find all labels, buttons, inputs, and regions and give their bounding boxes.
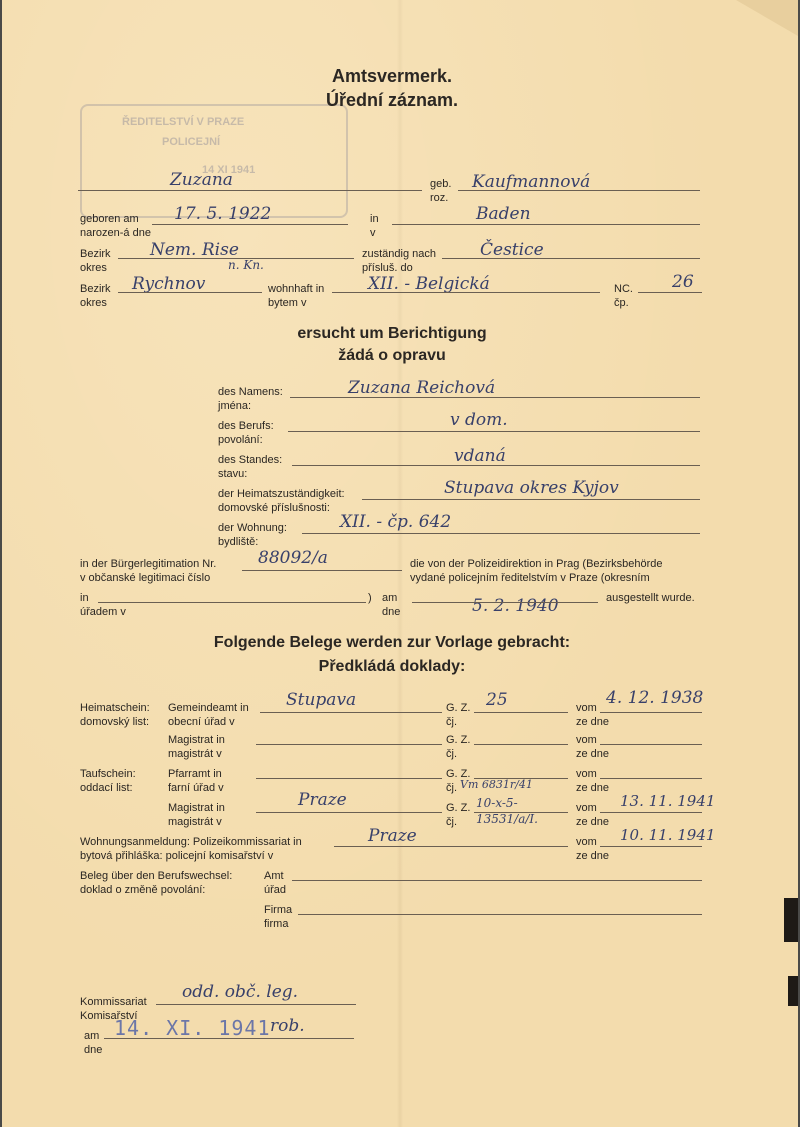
bezirk-label: Bezirk <box>80 283 111 295</box>
line <box>442 258 700 259</box>
vom-label: vom <box>576 702 597 714</box>
line <box>600 712 702 713</box>
edge-artifact <box>788 976 798 1006</box>
gz4a-value: Vm 6831r/41 <box>460 778 533 791</box>
birth-place: Baden <box>476 204 531 224</box>
in-label: in <box>80 592 89 604</box>
line <box>256 812 442 813</box>
magistrat2-value: Praze <box>298 790 347 810</box>
line <box>152 224 348 225</box>
bytem-label: bytem v <box>268 297 307 309</box>
oddaci-list-label: oddací list: <box>80 782 133 794</box>
domovsky-list-label: domovský list: <box>80 716 150 728</box>
line <box>458 190 700 191</box>
gemeindeamt-label: Gemeindeamt in <box>168 702 249 714</box>
born-label-de: geboren am <box>80 213 139 225</box>
line <box>474 812 568 813</box>
obecni-urad-label: obecní úřad v <box>168 716 235 728</box>
vom-label: vom <box>576 836 597 848</box>
legit-label-cz: v občanské legitimaci číslo <box>80 572 211 584</box>
police-label-cz: vydané policejním ředitelstvím v Praze (okresním <box>410 572 650 584</box>
bezirk-label: Bezirk <box>80 248 111 260</box>
cj-label: čj. <box>446 816 457 828</box>
line <box>256 778 442 779</box>
magistrat-cz-label: magistrát v <box>168 816 222 828</box>
stand-value: vdaná <box>454 446 506 466</box>
line <box>302 533 700 534</box>
v-label: v <box>370 227 376 239</box>
wohnhaft-label: wohnhaft in <box>268 283 325 295</box>
prislus-label: přísluš. do <box>362 262 413 274</box>
legit-label-de: in der Bürgerlegitimation Nr. <box>80 558 217 570</box>
vom-label: vom <box>576 734 597 746</box>
vom4-value: 13. 11. 1941 <box>620 792 716 810</box>
ze-dne-label: ze dne <box>576 782 610 794</box>
residence-district: Rychnov <box>132 274 206 294</box>
wohnung-value: XII. - čp. 642 <box>340 512 452 532</box>
heimat-value: Stupava okres Kyjov <box>444 478 619 498</box>
uradem-label: úřadem v <box>80 606 126 618</box>
home-municipality: Čestice <box>480 240 544 260</box>
line <box>362 499 700 500</box>
ausgestellt-label: ausgestellt wurde. <box>606 592 695 604</box>
bytova-prihlaska-label: bytová přihláška: policejní komisařství v <box>80 850 274 862</box>
vom-label: vom <box>576 768 597 780</box>
firma-label: Firma <box>264 904 293 916</box>
ze-dne-label: ze dne <box>576 850 610 862</box>
initials: rob. <box>270 1016 305 1036</box>
given-name: Zuzana <box>170 170 233 190</box>
zustandig-label: zuständig nach <box>362 248 436 260</box>
kommissariat-value: odd. obč. leg. <box>182 982 299 1002</box>
line <box>256 744 442 745</box>
dne-label: dne <box>84 1044 103 1056</box>
geb-label: geb. <box>430 178 452 190</box>
gz-label: G. Z. <box>446 802 471 814</box>
documents-heading-cz: Předkládá doklady: <box>318 658 466 675</box>
line <box>242 570 402 571</box>
kommissariat-label: Kommissariat <box>80 996 147 1008</box>
line <box>78 190 422 191</box>
heimat-label: der Heimatszuständigkeit: <box>218 488 345 500</box>
cj-label: čj. <box>446 716 457 728</box>
title-de: Amtsvermerk. <box>331 66 453 86</box>
date-stamp: 14. XI. 1941 <box>114 1016 271 1040</box>
gz4b-value: 10-x-5- <box>476 796 518 810</box>
nc-label: NC. <box>614 283 633 295</box>
dne-label: dne <box>382 606 401 618</box>
wohnungsanmeldung-label: Wohnungsanmeldung: Polizeikommissariat in <box>80 836 302 848</box>
line <box>156 1004 356 1005</box>
name-value: Zuzana Reichová <box>348 378 496 398</box>
issued-date: 5. 2. 1940 <box>472 596 559 616</box>
vom5-value: 10. 11. 1941 <box>620 826 716 844</box>
amt-label: Amt <box>264 870 284 882</box>
line <box>298 914 702 915</box>
firma-cz-label: firma <box>264 918 289 930</box>
povolani-label: povolání: <box>218 434 263 446</box>
berufs-label: des Berufs: <box>218 420 274 432</box>
stamp-line: ŘEDITELSTVÍ V PRAZE <box>122 116 245 128</box>
vom-label: vom <box>576 802 597 814</box>
line <box>600 846 702 847</box>
ze-dne-label: ze dne <box>576 816 610 828</box>
wohnung-doc-value: Praze <box>368 826 417 846</box>
stamp-line: POLICEJNÍ <box>162 136 221 148</box>
line <box>118 292 262 293</box>
okres-label: okres <box>80 297 107 309</box>
pfarramt-label: Pfarramt in <box>168 768 222 780</box>
residence-street: XII. - Belgická <box>368 274 490 294</box>
line <box>260 712 442 713</box>
komisarstvi-label: Komisařství <box>80 1010 138 1022</box>
line <box>638 292 702 293</box>
cj-label: čj. <box>446 748 457 760</box>
line <box>288 431 700 432</box>
district-note: n. Kn. <box>228 258 264 272</box>
line <box>98 602 366 603</box>
vom1-value: 4. 12. 1938 <box>606 688 704 708</box>
paren-close: ) <box>368 592 372 604</box>
ze-dne-label: ze dne <box>576 716 610 728</box>
standes-label: des Standes: <box>218 454 283 466</box>
urad-label: úřad <box>264 884 287 896</box>
wohnung-label: der Wohnung: <box>218 522 287 534</box>
heimatschein-label: Heimatschein: <box>80 702 150 714</box>
line <box>104 1038 354 1039</box>
line <box>292 880 702 881</box>
beleg-label-cz: doklad o změně povolání: <box>80 884 206 896</box>
am-label: am <box>382 592 398 604</box>
faint-stamp <box>80 104 348 218</box>
birth-date: 17. 5. 1922 <box>174 204 272 224</box>
line <box>474 712 568 713</box>
magistrat-label: Magistrat in <box>168 734 225 746</box>
beruf-value: v dom. <box>450 410 508 430</box>
gz1-value: 25 <box>486 690 508 710</box>
roz-label: roz. <box>430 192 449 204</box>
line <box>600 744 702 745</box>
magistrat-cz-label: magistrát v <box>168 748 222 760</box>
line <box>412 602 598 603</box>
line <box>392 224 700 225</box>
police-label-de: die von der Polizeidirektion in Prag (Bezirksbehörde <box>410 558 663 570</box>
cj-label: čj. <box>446 782 457 794</box>
gz-label: G. Z. <box>446 702 471 714</box>
beleg-label-de: Beleg über den Berufswechsel: <box>80 870 233 882</box>
gemeindeamt-value: Stupava <box>286 690 357 710</box>
line <box>600 778 702 779</box>
bydliste-label: bydliště: <box>218 536 259 548</box>
born-label-cz: narozen-á dne <box>80 227 151 239</box>
line <box>600 812 702 813</box>
line <box>474 744 568 745</box>
correction-heading-cz: žádá o opravu <box>338 347 446 364</box>
cp-label: čp. <box>614 297 629 309</box>
correction-heading-de: ersucht um Berichtigung <box>297 325 487 342</box>
stamp-line: 14 XI 1941 <box>202 164 256 176</box>
ze-dne-label: ze dne <box>576 748 610 760</box>
legit-number: 88092/a <box>258 548 328 568</box>
documents-heading-de: Folgende Belege werden zur Vorlage gebracht: <box>213 634 571 651</box>
line <box>292 465 700 466</box>
line <box>290 397 700 398</box>
namens-label: des Namens: <box>218 386 283 398</box>
line <box>332 292 600 293</box>
domov-label: domovské příslušnosti: <box>218 502 330 514</box>
cj4-value: 13531/a/I. <box>476 812 538 826</box>
in-label: in <box>370 213 379 225</box>
gz-label: G. Z. <box>446 734 471 746</box>
gz-label: G. Z. <box>446 768 471 780</box>
stavu-label: stavu: <box>218 468 248 480</box>
jmena-label: jména: <box>218 400 252 412</box>
folded-corner <box>736 0 798 36</box>
birth-district: Nem. Rise <box>150 240 239 260</box>
am-label: am <box>84 1030 100 1042</box>
taufschein-label: Taufschein: <box>80 768 136 780</box>
line <box>334 846 568 847</box>
maiden-name: Kaufmannová <box>472 172 591 192</box>
magistrat-label: Magistrat in <box>168 802 225 814</box>
house-number: 26 <box>672 272 694 292</box>
edge-artifact <box>784 898 798 942</box>
farni-urad-label: farní úřad v <box>168 782 224 794</box>
document-page <box>2 0 798 1127</box>
okres-label: okres <box>80 262 107 274</box>
title-cz: Úřední záznam. <box>325 90 459 110</box>
